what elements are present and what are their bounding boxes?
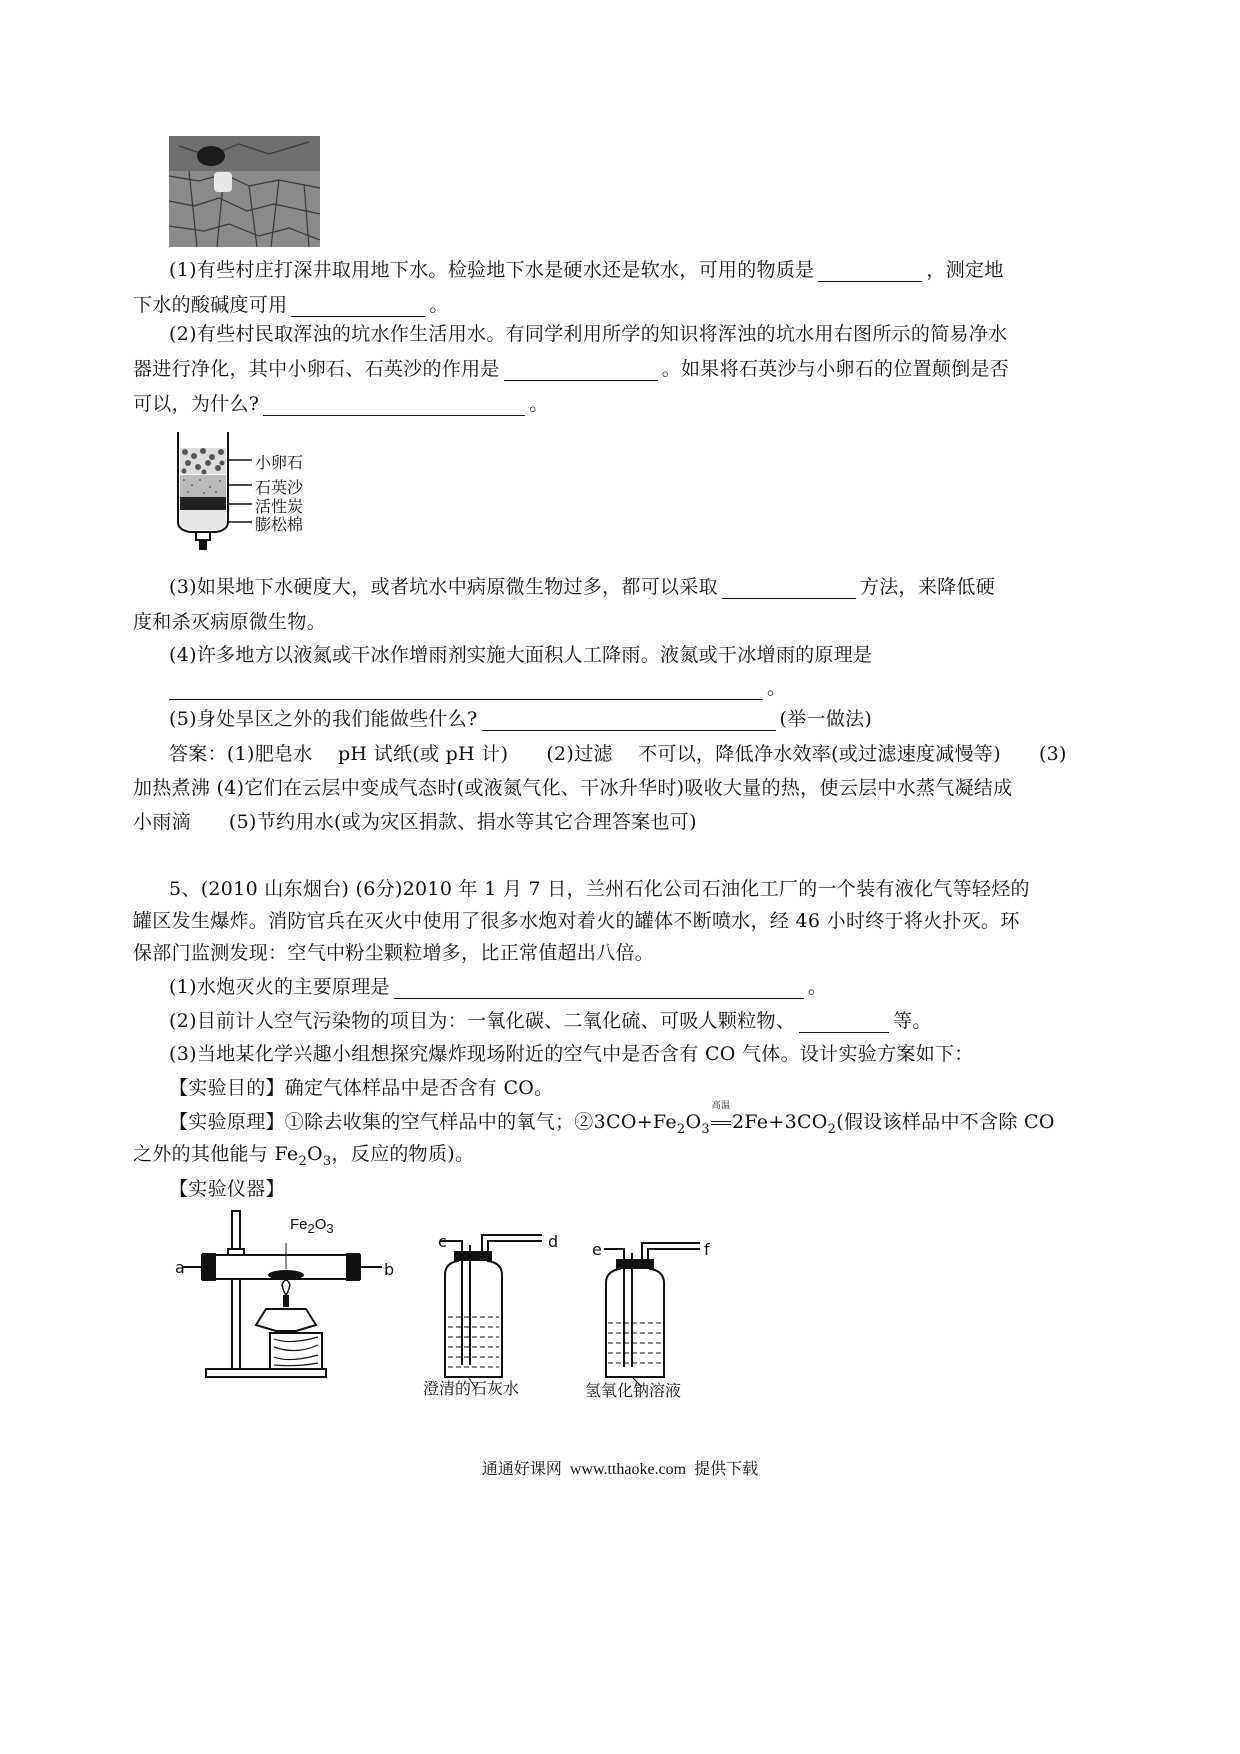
q4-p5-hint: (举一做法) <box>779 708 873 730</box>
q5-purpose: 【实验目的】确定气体样品中是否含有 CO。 <box>169 1077 554 1099</box>
naoh-solution-label: 氢氧化钠溶液 <box>585 1381 682 1400</box>
answer-line-2: 加热煮沸 (4)它们在云层中变成气态时(或液氮气化、干冰升华时)吸收大量的热，使云层中水蒸气凝结成 <box>133 777 1013 799</box>
principle2-text-c: ，反应的物质)。 <box>331 1143 475 1165</box>
principle2-text-b: O <box>307 1143 323 1165</box>
q5-intro-line3: 保部门监测发现：空气中粉尘颗粒增多，比正常值超出八倍。 <box>133 942 655 964</box>
port-d-label: d <box>548 1232 559 1251</box>
q5-s3-text: (3)当地某化学兴趣小组想探究爆炸现场附近的空气中是否含有 CO 气体。设计实验方案如下： <box>169 1043 974 1065</box>
fe2o3-sub2: 3 <box>326 1221 334 1236</box>
page-footer: 通通好课网 www.tthaoke.com 提供下载 <box>481 1461 759 1478</box>
answer-blank-5[interactable] <box>722 578 856 599</box>
q4-p1-text: (1)有些村庄打深井取用地下水。检验地下水是硬水还是软水，可用的物质是 <box>169 259 815 281</box>
q4-p2-text: 器进行净化，其中小卵石、石英沙的作用是 <box>133 358 500 380</box>
filter-label-quartz-sand: 石英沙 <box>255 478 304 497</box>
water-filter-diagram <box>170 430 330 555</box>
principle2-text-a: 之外的其他能与 Fe <box>133 1143 299 1165</box>
q5-s2-text: (2)目前计人空气污染物的项目为：一氧化碳、二氧化硫、可吸人颗粒物、 <box>169 1010 796 1032</box>
principle-sub3: 2 <box>827 1121 837 1137</box>
drought-photo <box>169 136 320 247</box>
q5-s1-text: (1)水炮灭火的主要原理是 <box>169 976 390 998</box>
q5-principle-line1 <box>169 1101 1055 1142</box>
fe2o3-label <box>290 1216 334 1236</box>
q5-principle-line2 <box>133 1142 474 1174</box>
port-a-label: a <box>175 1258 185 1277</box>
q4-p3-text: (3)如果地下水硬度大，或者坑水中病原微生物过多，都可以采取 <box>169 576 718 598</box>
port-f-label: f <box>704 1240 710 1259</box>
q5-intro-line1: 5、(2010 山东烟台) (6分)2010 年 1 月 7 日，兰州石化公司石油化工厂的一个装有液化气等轻烃的 <box>169 878 1030 900</box>
answer-blank-7[interactable] <box>482 710 776 731</box>
q4-p3-text2: 方法，来降低硬 <box>859 576 996 598</box>
q4-p2-text3: 可以，为什么? <box>133 393 260 415</box>
q4-p3-line2: 度和杀灭病原微生物。 <box>133 611 327 633</box>
principle-text-c: 2Fe+3CO <box>731 1111 828 1133</box>
q4-p5-text: (5)身处旱区之外的我们能做些什么? <box>169 708 478 730</box>
answer-blank-9[interactable] <box>799 1012 889 1033</box>
answer-blank-3[interactable] <box>504 360 658 381</box>
fe2o3-o: O <box>314 1216 327 1233</box>
q4-p4-end: 。 <box>767 677 787 699</box>
principle-text-d: (假设该样品中不含除 CO <box>836 1111 1055 1133</box>
answer-blank-6[interactable] <box>169 679 763 700</box>
filter-label-pebbles: 小卵石 <box>255 453 304 472</box>
answer-blank-1[interactable] <box>818 261 922 282</box>
fe2o3-fe: Fe <box>290 1216 308 1233</box>
limewater-label: 澄清的石灰水 <box>423 1379 520 1398</box>
q4-p1-text3: 下水的酸碱度可用 <box>133 294 288 316</box>
principle-sub2: 3 <box>701 1121 710 1137</box>
q5-s1-end: 。 <box>807 976 828 998</box>
answer-line-1: 答案：(1)肥皂水 pH 试纸(或 pH 计) (2)过滤 不可以，降低净水效率(或过滤速度减慢等) (3) <box>169 743 1067 765</box>
answer-blank-4[interactable] <box>263 395 525 416</box>
q4-p2-end: 。 <box>529 393 549 415</box>
apparatus-diagram <box>170 1205 750 1395</box>
q4-p2-text2: 。如果将石英沙与小卵石的位置颠倒是否 <box>661 358 1010 380</box>
filter-label-cotton: 膨松棉 <box>255 515 304 534</box>
answer-blank-2[interactable] <box>291 296 425 317</box>
q4-p2-line1: (2)有些村民取浑浊的坑水作生活用水。有同学利用所学的知识将浑浊的坑水用右图所示的简易净水 <box>169 323 1008 345</box>
q5-s2-end: 等。 <box>893 1010 932 1032</box>
q5-intro-line2: 罐区发生爆炸。消防官兵在灭火中使用了很多水炮对着火的罐体不断喷水，经 46 小时终于将火扑灭。环 <box>133 910 1020 932</box>
reaction-condition: 高温 <box>711 1101 731 1111</box>
fe2o3-sub1: 2 <box>307 1221 315 1236</box>
principle-text-b: O <box>685 1111 702 1133</box>
reaction-arrow <box>710 1101 732 1134</box>
q4-p4-line1: (4)许多地方以液氮或干冰作增雨剂实施大面积人工降雨。液氮或干冰增雨的原理是 <box>169 644 873 666</box>
port-b-label: b <box>384 1260 395 1279</box>
answer-blank-8[interactable] <box>394 978 804 999</box>
q4-p1-text2: ，测定地 <box>926 259 1004 281</box>
principle-sub1: 2 <box>676 1121 686 1137</box>
principle2-sub2: 3 <box>322 1153 332 1169</box>
port-e-label: e <box>592 1240 602 1259</box>
q5-apparatus-heading: 【实验仪器】 <box>169 1178 285 1200</box>
answer-line-3: 小雨滴 (5)节约用水(或为灾区捐款、捐水等其它合理答案也可) <box>133 811 697 833</box>
port-c-label: c <box>438 1232 447 1251</box>
filter-label-activated-carbon: 活性炭 <box>255 497 304 516</box>
principle-text-a: 【实验原理】①除去收集的空气样品中的氧气；②3CO+Fe <box>169 1111 677 1133</box>
q4-p1-end: 。 <box>429 294 449 316</box>
principle2-sub1: 2 <box>298 1153 308 1169</box>
